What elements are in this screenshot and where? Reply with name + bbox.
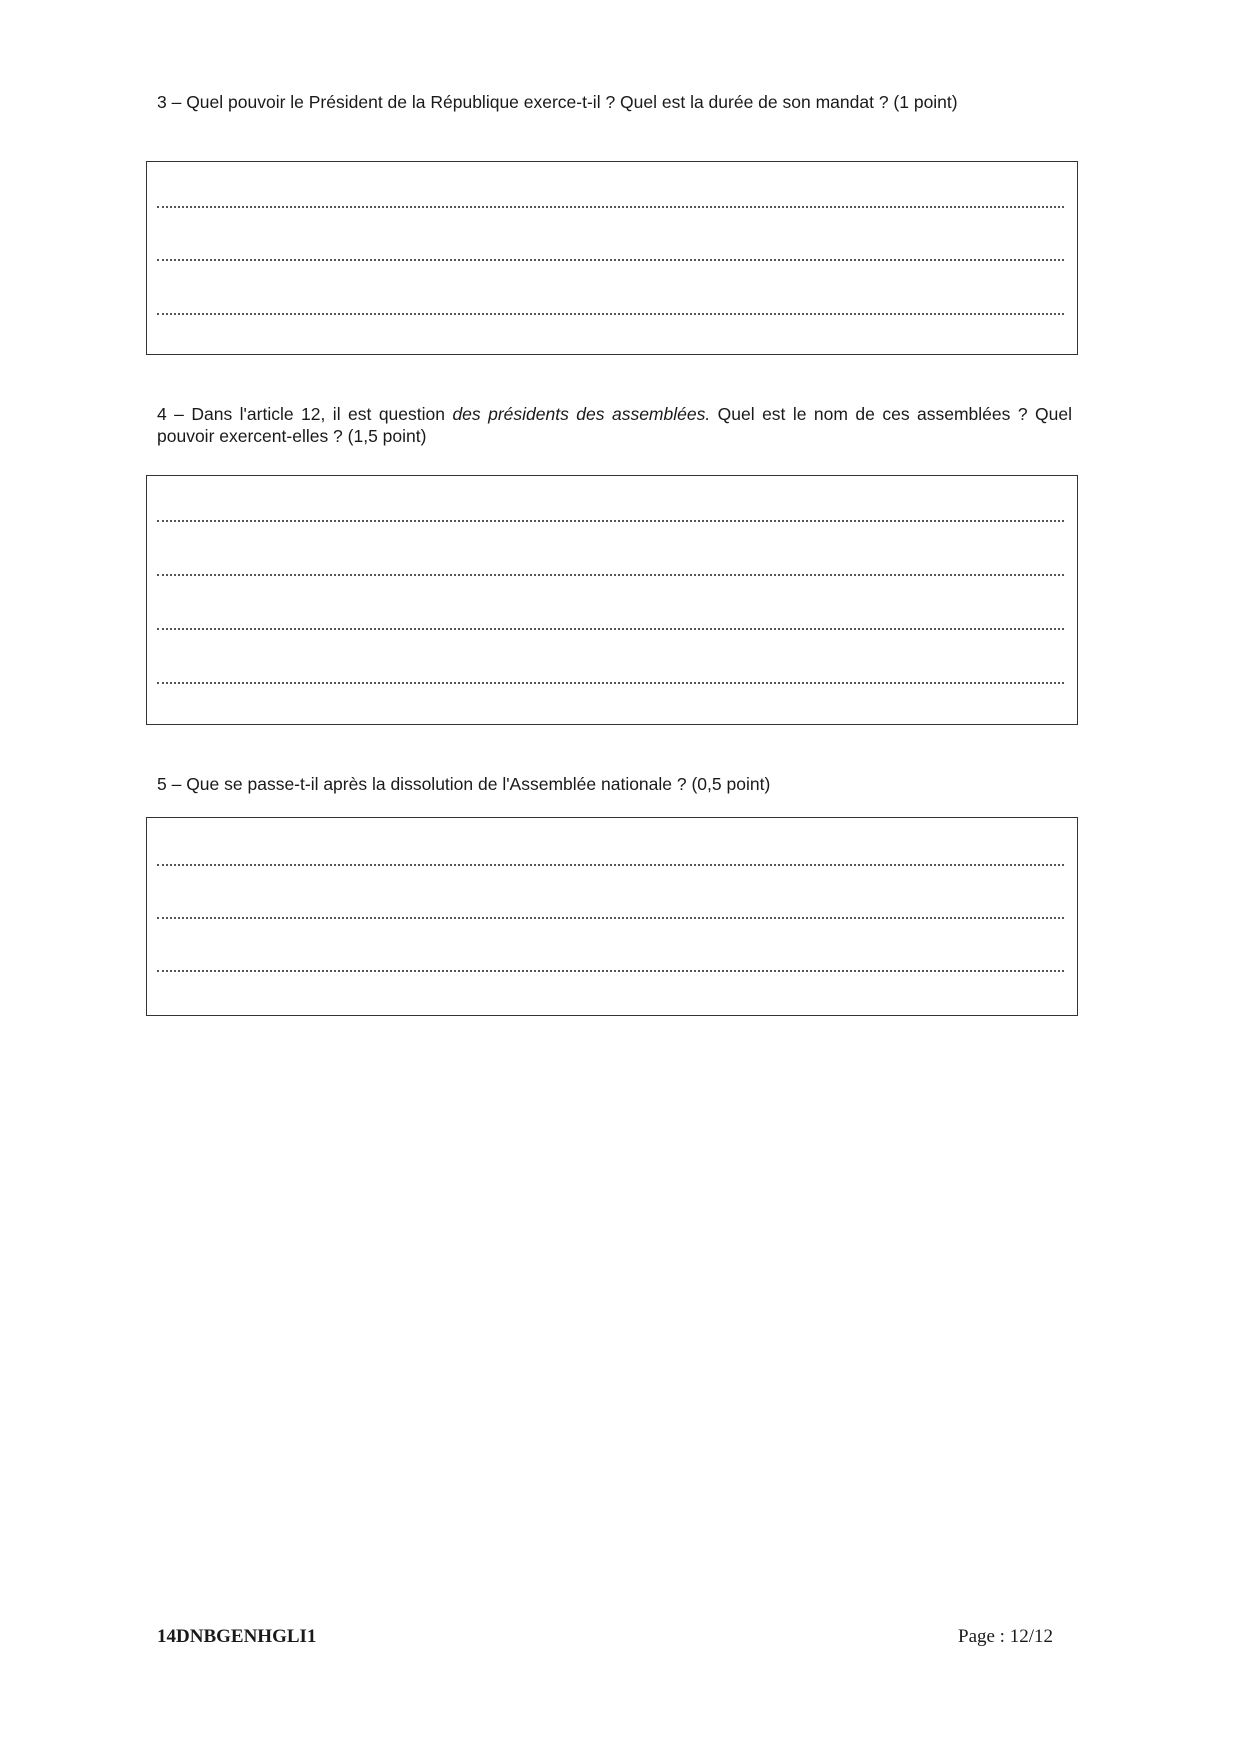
answer-box-question-3[interactable] (146, 161, 1078, 355)
question-4-text-italic: des présidents des assemblées. (452, 404, 711, 424)
question-5-text: 5 – Que se passe-t-il après la dissolution de l'Assemblée nationale ? (0,5 point) (157, 774, 771, 794)
answer-line[interactable] (157, 520, 1064, 522)
answer-line[interactable] (157, 864, 1064, 866)
answer-box-question-4[interactable] (146, 475, 1078, 725)
answer-line[interactable] (157, 628, 1064, 630)
answer-line[interactable] (157, 574, 1064, 576)
answer-line[interactable] (157, 682, 1064, 684)
question-4-text-end: Quel est le nom de ces assemblées ? Quel pouvoir exercent-elles ? (1,5 point) (157, 404, 1072, 446)
answer-line[interactable] (157, 206, 1064, 208)
answer-line[interactable] (157, 259, 1064, 261)
question-4-text-start: 4 – Dans l'article 12, il est question (157, 404, 453, 424)
page-number: Page : 12/12 (958, 1626, 1053, 1647)
answer-line[interactable] (157, 313, 1064, 315)
question-4-text (157, 403, 1072, 447)
question-3-text: 3 – Quel pouvoir le Président de la République exerce-t-il ? Quel est la durée de son mandat ? (1 point) (157, 92, 958, 112)
answer-line[interactable] (157, 917, 1064, 919)
document-code: 14DNBGENHGLI1 (157, 1626, 317, 1647)
answer-line[interactable] (157, 970, 1064, 972)
answer-box-question-5[interactable] (146, 817, 1078, 1016)
